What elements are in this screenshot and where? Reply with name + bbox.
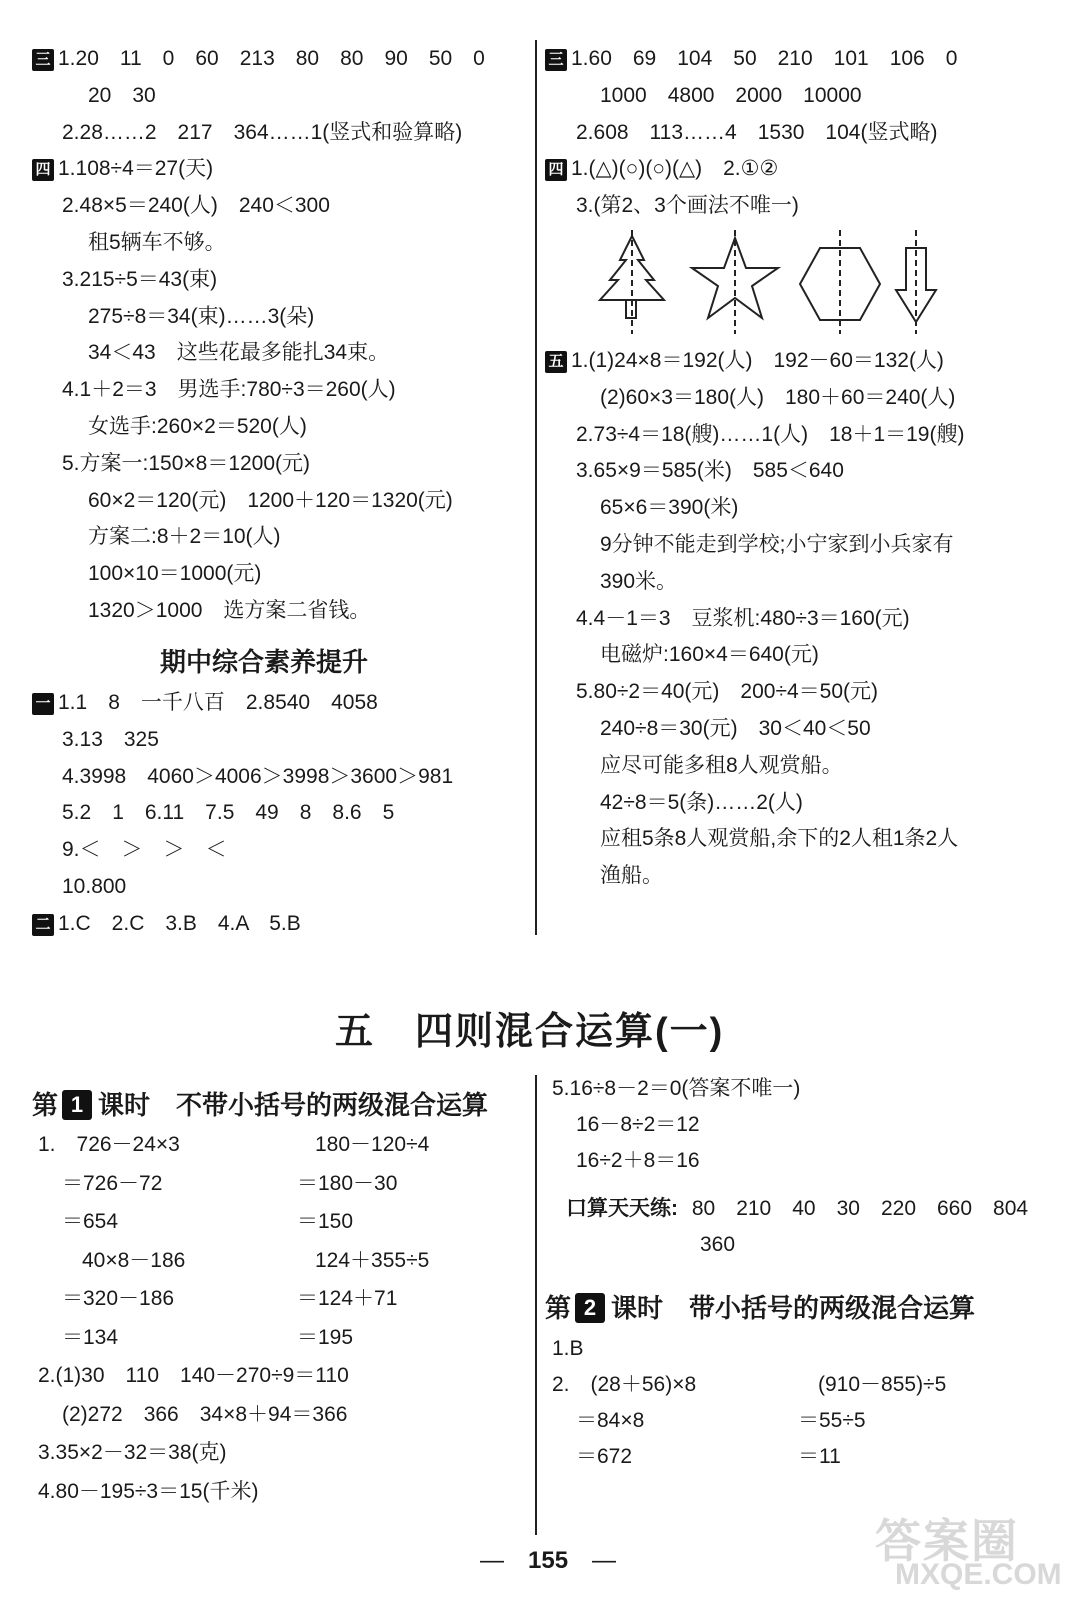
calc-step: 2. (28＋56)×8	[552, 1373, 697, 1396]
answer-line	[576, 120, 937, 146]
oral-practice	[566, 1196, 1028, 1222]
answer-text: 3.215÷5＝43(束)	[62, 267, 218, 291]
answer-line	[600, 716, 871, 742]
calc-step: ＝55÷5	[798, 1409, 866, 1432]
page-number-text: 155	[528, 1547, 569, 1574]
section-badge: 一	[32, 693, 54, 715]
section-badge: 五	[545, 351, 567, 373]
answer-text: 方案二:8＋2＝10(人)	[88, 525, 281, 549]
star-figure	[692, 230, 778, 334]
answer-line	[62, 764, 453, 790]
answer-line	[88, 561, 261, 587]
answer-text: 应尽可能多租8人观赏船。	[600, 753, 843, 777]
answer-text: 2.608 113……4 1530 104(竖式略)	[576, 120, 938, 144]
answer-text: 2.28……2 217 364……1(竖式和验算略)	[62, 120, 463, 144]
answer-text: 电磁炉:160×4＝640(元)	[600, 643, 819, 667]
answer-text: 1.1 8 一千八百 2.8540 4058	[58, 691, 378, 714]
answer-line	[576, 606, 910, 632]
calc-step: ＝124＋71	[297, 1287, 398, 1310]
answer-line	[62, 837, 227, 863]
answer-line	[600, 532, 954, 558]
answer-line	[62, 193, 330, 219]
answer-text: 5.80÷2＝40(元) 200÷4＝50(元)	[576, 680, 879, 704]
answer-text: 20 30	[88, 83, 156, 107]
answer-line: 16－8÷2＝12	[576, 1113, 700, 1136]
answer-line	[600, 790, 803, 816]
answer-line	[600, 863, 663, 889]
answer-text: 100×10＝1000(元)	[88, 562, 262, 586]
answer-text: 34＜43 这些花最多能扎34束。	[88, 341, 390, 365]
answer-text: 2.73÷4＝18(艘)……1(人) 18＋1＝19(艘)	[576, 422, 965, 446]
watermark-logo: 答案圈	[875, 1515, 1019, 1567]
answer-line	[32, 156, 213, 182]
answer-line	[62, 874, 126, 900]
answer-line: (2)272 366 34×8＋94＝366	[62, 1402, 348, 1426]
answer-line	[88, 230, 226, 256]
answer-text: 5.方案一:150×8＝1200(元)	[62, 451, 311, 475]
answer-line	[600, 495, 738, 521]
answer-line	[576, 193, 799, 219]
calc-step: 180－120÷4	[315, 1133, 430, 1156]
answer-line	[600, 642, 819, 668]
answer-text: 租5辆车不够。	[88, 231, 226, 254]
answer-line	[88, 598, 370, 624]
answer-line	[88, 83, 156, 109]
oral-practice-line2: 360	[700, 1233, 736, 1256]
watermark-url: MXQE.COM	[895, 1558, 1062, 1591]
answer-line	[545, 156, 778, 182]
calc-step: ＝320－186	[62, 1287, 175, 1310]
answer-text: 240÷8＝30(元) 30＜40＜50	[600, 717, 871, 740]
answer-line: 16÷2＋8＝16	[576, 1149, 700, 1172]
calc-step: ＝11	[798, 1445, 841, 1468]
answer-text: 10.800	[62, 875, 127, 898]
answer-text: 3.(第2、3个画法不唯一)	[576, 194, 799, 218]
answer-line	[62, 377, 396, 403]
answer-line	[600, 385, 955, 411]
section-badge: 二	[32, 914, 54, 936]
page-number: — 155 —	[480, 1547, 617, 1574]
answer-line	[62, 267, 217, 293]
calc-step: ＝134	[62, 1325, 119, 1349]
lesson-2-title	[545, 1288, 975, 1325]
answer-text: 4.3998 4060＞4006＞3998＞3600＞981	[62, 764, 454, 788]
answer-line	[576, 458, 844, 484]
calc-step: ＝84×8	[576, 1409, 645, 1432]
calc-step: ＝180－30	[297, 1171, 398, 1195]
lesson-1-label: 课时 不带小括号的两级混合运算	[98, 1090, 489, 1120]
answer-line	[600, 569, 677, 595]
answer-text: 9分钟不能走到学校;小宁家到小兵家有	[600, 533, 954, 556]
answer-text: 1.(△)(○)(○)(△) 2.①②	[571, 157, 779, 181]
answer-line	[62, 800, 394, 826]
answer-line: 4.80－195÷3＝15(千米)	[38, 1479, 259, 1503]
answer-line	[88, 340, 389, 366]
answer-text: 275÷8＝34(束)……3(朵)	[88, 304, 315, 328]
lesson-1-prefix: 第	[32, 1090, 59, 1120]
answer-line	[545, 46, 957, 72]
calc-step: 1. 726－24×3	[38, 1133, 180, 1156]
answer-text: 9.＜ ＞ ＞ ＜	[62, 838, 227, 862]
answer-text: 5.2 1 6.11 7.5 49 8 8.6 5	[62, 801, 395, 825]
answer-line: 5.16÷8－2＝0(答案不唯一)	[552, 1077, 801, 1100]
answer-text: 应租5条8人观赏船,余下的2人租1条2人	[600, 827, 959, 851]
calc-step: ＝654	[62, 1210, 119, 1233]
answer-text: 渔船。	[600, 864, 663, 888]
answer-line	[62, 451, 310, 477]
answer-text: 2.48×5＝240(人) 240＜300	[62, 194, 330, 218]
section-badge: 三	[32, 49, 54, 71]
answer-line: 2.(1)30 110 140－270÷9＝110	[38, 1364, 349, 1387]
calc-step: 40×8－186	[82, 1248, 186, 1272]
midterm-title: 期中综合素养提升	[160, 647, 369, 677]
answer-text: 1.60 69 104 50 210 101 106 0	[571, 47, 958, 70]
answer-text: 65×6＝390(米)	[600, 496, 739, 520]
section-badge: 四	[32, 159, 54, 181]
answer-text: 1.108÷4＝27(天)	[58, 157, 214, 181]
calc-step: 1.B	[552, 1337, 584, 1360]
answer-text: 1.20 11 0 60 213 80 80 90 50 0	[58, 47, 485, 70]
answer-text: 1.C 2.C 3.B 4.A 5.B	[58, 911, 301, 935]
answer-line	[545, 348, 944, 374]
answer-line	[88, 524, 281, 550]
answer-line	[32, 911, 301, 937]
answer-line	[62, 727, 159, 753]
calc-step: (910－855)÷5	[818, 1373, 947, 1396]
calc-step: ＝195	[297, 1325, 354, 1349]
answer-line: 3.35×2－32＝38(克)	[38, 1441, 227, 1464]
answer-line	[576, 422, 964, 448]
answer-line	[600, 753, 843, 779]
answer-line	[88, 304, 314, 330]
answer-text: 1.(1)24×8＝192(人) 192－60＝132(人)	[571, 349, 944, 372]
column-divider-top	[535, 40, 537, 935]
symmetry-figures	[590, 228, 950, 338]
answer-text: 4.1＋2＝3 男选手:780÷3＝260(人)	[62, 378, 396, 402]
answer-text: 60×2＝120(元) 1200＋120＝1320(元)	[88, 488, 453, 512]
oral-practice-values: 80 210 40 30 220 660 804	[691, 1197, 1029, 1220]
answer-line	[600, 83, 862, 109]
column-divider-bottom	[535, 1075, 537, 1535]
oral-practice-label: 口算天天练:	[566, 1197, 678, 1220]
answer-line	[576, 679, 878, 705]
calc-step: 124＋355÷5	[315, 1248, 430, 1272]
lesson-1-number: 1	[62, 1090, 92, 1120]
answer-text: 1320＞1000 选方案二省钱。	[88, 599, 371, 622]
lesson-1-title	[32, 1085, 488, 1122]
answer-line	[600, 826, 958, 852]
answer-text: 42÷8＝5(条)……2(人)	[600, 790, 803, 814]
answer-line	[62, 120, 462, 146]
tree-figure	[600, 230, 664, 334]
chapter-title: 五 四则混合运算(一)	[335, 1011, 725, 1053]
answer-text: (2)60×3＝180(人) 180＋60＝240(人)	[600, 385, 956, 409]
answer-line	[88, 414, 307, 440]
answer-line	[32, 690, 378, 716]
lesson-2-number: 2	[575, 1293, 605, 1323]
answer-line	[88, 488, 453, 514]
answer-text: 女选手:260×2＝520(人)	[88, 415, 307, 438]
section-badge: 四	[545, 159, 567, 181]
hexagon-figure	[800, 230, 880, 334]
answer-text: 3.13 325	[62, 727, 159, 751]
answer-text: 1000 4800 2000 10000	[600, 83, 862, 107]
lesson-2-prefix: 第	[545, 1293, 572, 1323]
section-badge: 三	[545, 49, 567, 71]
lesson-2-label: 课时 带小括号的两级混合运算	[611, 1293, 976, 1323]
arrow-figure	[896, 230, 936, 334]
answer-line	[32, 46, 485, 72]
calc-step: ＝672	[576, 1445, 633, 1468]
answer-text: 3.65×9＝585(米) 585＜640	[576, 459, 844, 483]
calc-step: ＝726－72	[62, 1171, 163, 1195]
answer-text: 390米。	[600, 569, 678, 593]
answer-text: 4.4－1＝3 豆浆机:480÷3＝160(元)	[576, 606, 910, 630]
calc-step: ＝150	[297, 1210, 354, 1233]
